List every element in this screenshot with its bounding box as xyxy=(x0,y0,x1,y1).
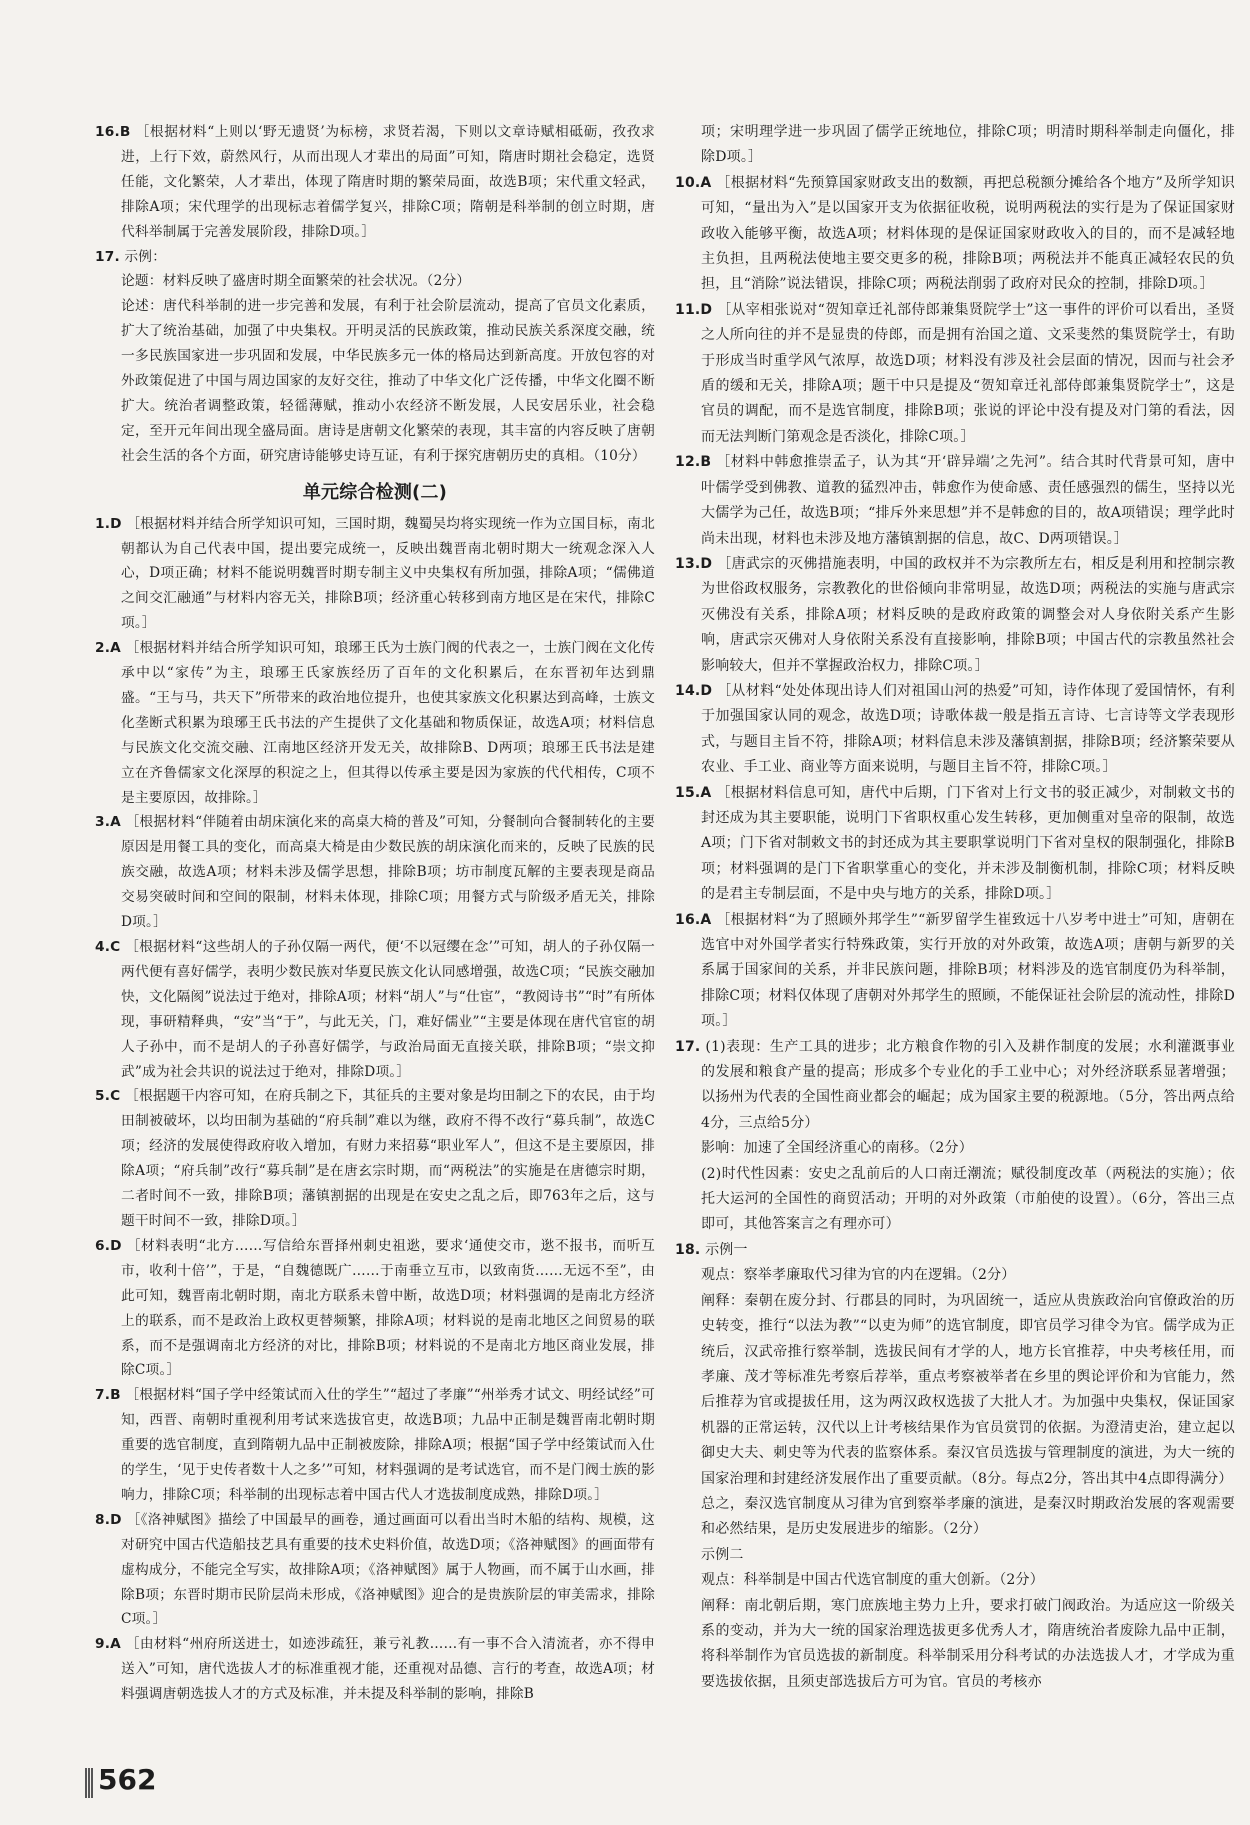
answer-number: 9.A xyxy=(95,1636,121,1653)
page-number: 562 xyxy=(98,1763,157,1796)
answer-text: ［从宰相张说对“贺知章迁礼部侍郎兼集贤院学士”这一事件的评价可以看出，圣贤之人所向往的并不是显贵的侍郎，而是拥有治国之道、文采斐然的集贤院学士，有助于形成当时重学风气浓厚，故选D项；材料没有涉及社会层面的情况，因而与社会矛盾的缓和无关，排除A项；题干中只是提及“贺知章迁礼部侍郎兼集贤院学士”，这是官员的调配，而不是选官制度，排除B项；张说的评论中没有提及对门第的看法，因而无法判断门第观念是否淡化，排除C项。］ xyxy=(701,301,1235,445)
answer-item xyxy=(95,1084,655,1233)
answer-item xyxy=(95,935,655,1084)
answer-text: 观点：科举制是中国古代选官制度的重大创新。（2分） xyxy=(701,1572,1044,1589)
answer-paragraph xyxy=(675,1543,1235,1568)
answer-number: 2.A xyxy=(95,640,121,657)
answer-paragraph xyxy=(675,1263,1235,1288)
answer-number: 1.D xyxy=(95,515,122,532)
answer-text: 观点：察举孝廉取代习律为官的内在逻辑。（2分） xyxy=(701,1267,1016,1284)
answer-number: 12.B xyxy=(675,454,712,471)
answer-paragraph xyxy=(675,1568,1235,1593)
answer-text: ［根据材料“先预算国家财政支出的数额，再把总税额分摊给各个地方”及所学知识可知，“量出为入”是以国家开支为依据征收税，说明两税法的实行是为了保证国家财政收入能够平衡，故选A项；材料体现的是保证国家财政收入的目的，而不是减轻地主负担，且两税法使地主要交更多的税，排除B项；两税法并不能真正减轻农民的负担，且“消除”说法错误，排除C项；两税法削弱了政府对民众的控制，排除D项。］ xyxy=(701,174,1236,293)
answer-item xyxy=(675,552,1235,679)
answer-item xyxy=(95,1383,655,1508)
right-column xyxy=(675,120,1235,1695)
page-number-decoration xyxy=(85,1768,93,1798)
answer-item xyxy=(675,298,1235,450)
answer-item xyxy=(95,810,655,935)
answer-number: 14.D xyxy=(675,682,713,699)
left-column xyxy=(95,120,655,1707)
answer-item xyxy=(95,1508,655,1633)
answer-item xyxy=(675,1238,1235,1263)
answer-number: 13.D xyxy=(675,555,713,572)
answer-text: (2)时代性因素：安史之乱前后的人口南迁潮流；赋役制度改革（两税法的实施）；依托大运河的全国性的商贸活动；开明的对外政策（市舶使的设置）。（6分，答出三点即可，其他答案言之有理亦可） xyxy=(701,1165,1235,1233)
answer-text: ［唐武宗的灭佛措施表明，中国的政权并不为宗教所左右，相反是利用和控制宗教为世俗政权服务，宗教教化的世俗倾向非常明显，故选D项；两税法的实施与唐武宗灭佛没有关系，排除A项；材料反映的是政府政策的调整会对人身依附关系产生影响，唐武宗灭佛对人身依附关系没有直接影响，排除B项；中国古代的宗教虽然社会影响较大，但并不掌握政治权力，排除C项。］ xyxy=(701,555,1235,674)
answer-number: 6.D xyxy=(95,1237,122,1254)
answer-number: 7.B xyxy=(95,1387,121,1404)
answer-item xyxy=(95,636,655,810)
answer-number: 18. xyxy=(675,1241,701,1258)
answer-item xyxy=(95,1632,655,1707)
answer-text: 示例一 xyxy=(705,1241,748,1258)
answer-text: 阐释：秦朝在废分封、行郡县的同时，为巩固统一，适应从贵族政治向官僚政治的历史转变，推行“以法为教”“以吏为师”的选官制度，即官员学习律令为官。儒学成为正统后，汉武帝推行察举制，选拔民间有才学的人，地方长官推荐，中央考核任用，而孝廉、茂才等标准先考察后荐举，重点考察被举者在乡里的舆论评价和为官能力，然后推荐为官或提拔任用，这为两汉政权选拔了大批人才。为加强中央集权，保证国家机器的正常运转，汉代以上计考核结果作为官员赏罚的依据。为澄清吏治，建立起以御史大夫、刺史等为代表的监察体系。秦汉官员选拔与管理制度的演进，为大一统的国家治理和封建经济发展作出了重要贡献。（8分。每点2分，答出其中4点即得满分） xyxy=(701,1292,1235,1487)
answer-text: 阐释：南北朝后期，寒门庶族地主势力上升，要求打破门阀政治。为适应这一阶级关系的变动，并为大一统的国家治理选拔更多优秀人才，隋唐统治者废除九品中正制，将科举制作为官员选拔的新制度。科举制采用分科考试的办法选拔人才，才学成为重要选拔依据，且须吏部选拔后方可为官。官员的考核亦 xyxy=(701,1597,1235,1690)
answer-text: ［根据材料“上则以‘野无遗贤’为标榜，求贤若渴，下则以文章诗赋相砥砺，孜孜求进，上行下效，蔚然风行，从而出现人才辈出的局面”可知，隋唐时期社会稳定，选贤任能，文化繁荣，人才辈出，体现了隋唐时期的繁荣局面，故选B项；宋代重文轻武，排除A项；宋代理学的出现标志着儒学复兴，排除C项；隋朝是科举制的创立时期，唐代科举制属于完善发展阶段，排除D项。］ xyxy=(121,124,655,240)
answer-item xyxy=(675,781,1235,908)
answer-text: 论述：唐代科举制的进一步完善和发展，有利于社会阶层流动，提高了官员文化素质，扩大了统治基础，加强了中央集权。开明灵活的民族政策，推动民族关系深度交融，统一多民族国家进一步巩固和发展，中华民族多元一体的格局达到新高度。开放包容的对外政策促进了中国与周边国家的友好交往，推动了中华文化广泛传播，中华文化圈不断扩大。统治者调整政策，轻徭薄赋，推动小农经济不断发展，人民安居乐业，社会稳定，至开元年间出现全盛局面。唐诗是唐朝文化繁荣的表现，其丰富的内容反映了唐朝社会生活的各个方面，研究唐诗能够史诗互证，有利于探究唐朝历史的真相。（10分） xyxy=(121,298,655,464)
answer-text: ［根据材料信息可知，唐代中后期，门下省对上行文书的驳正减少，对制敕文书的封还成为其主要职能，说明门下省职权重心发生转移，更加侧重对皇帝的限制，故选A项；门下省对制敕文书的封还成为其主要职掌说明门下省对皇权的限制强化，排除B项；材料强调的是门下省职掌重心的变化，并未涉及制衡机制，排除C项；材料反映的是君主专制层面，不是中央与地方的关系，排除D项。］ xyxy=(701,784,1235,903)
answer-text: ［根据题干内容可知，在府兵制之下，其征兵的主要对象是均田制之下的农民，由于均田制被破坏，以均田制为基础的“府兵制”难以为继，政府不得不改行“募兵制”，故选C项；经济的发展使得政府收入增加，有财力来招募“职业军人”，但这不是主要原因，排除A项；“府兵制”改行“募兵制”是在唐玄宗时期，而“两税法”的实施是在唐德宗时期，二者时间不一致，排除B项；藩镇割据的出现是在安史之乱之后，即763年之后，这与题干时间不一致，排除D项。］ xyxy=(121,1088,655,1229)
answer-number: 10.A xyxy=(675,174,712,191)
answer-text: ［由材料“州府所送进士，如迹涉疏狂，兼亏礼教……有一事不合入清流者，亦不得申送入”可知，唐代选拔人才的标准重视才能，还重视对品德、言行的考查，故选A项；材料强调唐朝选拔人才的方式及标准，并未提及科举制的影响，排除B xyxy=(121,1636,655,1703)
answer-paragraph xyxy=(95,294,655,468)
answer-text: ［《洛神赋图》描绘了中国最早的画卷，通过画面可以看出当时木船的结构、规模，这对研究中国古代造船技艺具有重要的技术史料价值，故选D项；《洛神赋图》的画面带有虚构成分，不能完全写实，故排除A项；《洛神赋图》属于人物画，而不属于山水画，排除B项；东晋时期市民阶层尚未形成，《洛神赋图》迎合的是贵族阶层的审美需求，排除C项。］ xyxy=(121,1511,655,1628)
answer-number: 16.B xyxy=(95,124,131,140)
answer-text: ［根据材料“这些胡人的子孙仅隔一两代，便‘不以冠缨在念’”可知，胡人的子孙仅隔一两代便有喜好儒学，表明少数民族对华夏民族文化认同感增强，故选C项；“民族交融加快，文化隔阂”说法过于绝对，排除A项；材料“胡人”与“仕宦”，“教阅诗书”“时”有所体现，事研精释典，“安”当“于”，与此无关，门，难好儒业”“主要是体现在唐代官宦的胡人子孙中，而不是胡人的子孙喜好儒学，与政治局面无直接关联，排除B项；“崇文抑武”成为社会共识的说法过于绝对，排除D项。］ xyxy=(121,939,655,1080)
answer-text: 示例二 xyxy=(701,1546,744,1563)
answer-paragraph xyxy=(675,120,1235,171)
answer-paragraph xyxy=(95,269,655,294)
answer-text: 项；宋明理学进一步巩固了儒学正统地位，排除C项；明清时期科举制走向僵化，排除D项。］ xyxy=(701,124,1235,166)
answer-paragraph xyxy=(675,1492,1235,1543)
answer-text: ［根据材料并结合所学知识可知，三国时期，魏蜀吴均将实现统一作为立国目标，南北朝都认为自己代表中国，提出要完成统一，反映出魏晋南北朝时期大一统观念深入人心，D项正确；材料不能说明魏晋时期专制主义中央集权有所加强，排除A项；“儒佛道之间交汇融通”与材料内容无关，排除B项；经济重心转移到南方地区是在宋代，排除C项。］ xyxy=(121,515,655,632)
answer-paragraph xyxy=(675,1136,1235,1161)
answer-number: 8.D xyxy=(95,1511,122,1528)
answer-number: 16.A xyxy=(675,911,712,928)
answer-text: 论题：材料反映了盛唐时期全面繁荣的社会状况。（2分） xyxy=(121,273,471,290)
answer-number: 5.C xyxy=(95,1088,121,1105)
answer-text: (1)表现：生产工具的进步；北方粮食作物的引入及耕作制度的发展；水利灌溉事业的发展和粮食产量的提高；形成多个专业化的手工业中心；对外经济联系显著增强；以扬州为代表的全国性商业都会的崛起；成为国家主要的税源地。（5分，答出两点给4分，三点给5分） xyxy=(701,1038,1235,1131)
answer-item xyxy=(675,450,1235,552)
answer-text: ［材料表明“北方……写信给东晋择州刺史祖逖，要求‘通使交市，逖不报书，而听互市，收利十倍’”，于是，“自魏德既广……于南垂立互市，以致南货……无远不至”，由此可知，魏晋南北朝时期，南北方联系未曾中断，故选D项；材料强调的是南北方经济上的联系，而不是政治上政权更替频繁，排除A项；材料说的是南北地区之间贸易的联系，而不是强调南北方经济的对比，排除B项；材料说的不是南北方地区商业发展，排除C项。］ xyxy=(121,1237,655,1379)
answer-item xyxy=(95,245,655,270)
answer-text: ［根据材料“国子学中经策试而入仕的学生”“超过了孝廉”“州举秀才试文、明经试经”可知，西晋、南朝时重视利用考试来选拔官吏，故选B项；九品中正制是魏晋南北朝时期重要的选官制度，直到隋朝九品中正制被废除，排除A项；根据“国子学中经策试而入仕的学生，‘见于史传者数十人之多’”可知，材料强调的是考试选官，而不是门阀士族的影响力，排除C项；科举制的出现标志着中国古代人才选拔制度成熟，排除D项。］ xyxy=(121,1387,655,1503)
answer-item xyxy=(675,679,1235,781)
answer-text: ［根据材料并结合所学知识可知，琅琊王氏为士族门阀的代表之一，士族门阀在文化传承中以“家传”为主，琅琊王氏家族经历了百年的文化积累后，在东晋初年达到鼎盛。“王与马，共天下”所带来的政治地位提升，也使其家族文化积累达到高峰，士族文化垄断式积累为琅琊王氏书法的产生提供了文化基础和物质保证，故选A项；材料信息与民族文化交流交融、江南地区经济开发无关，故排除B、D两项；琅琊王氏书法是建立在齐鲁儒家文化深厚的积淀之上，但其得以传承主要是因为家族的代代相传，C项不是主要原因，故排除。］ xyxy=(121,640,655,806)
answer-number: 17. xyxy=(95,248,120,265)
answer-number: 15.A xyxy=(675,784,712,801)
answer-item xyxy=(675,908,1235,1035)
answer-text: 影响：加速了全国经济重心的南移。（2分） xyxy=(701,1140,973,1157)
answer-number: 3.A xyxy=(95,814,121,831)
answer-text: 总之，秦汉选官制度从习律为官到察举孝廉的演进，是秦汉时期政治发展的客观需要和必然结果，是历史发展进步的缩影。（2分） xyxy=(701,1495,1235,1538)
answer-text: 示例： xyxy=(124,248,167,265)
answer-paragraph xyxy=(675,1594,1235,1696)
answer-number: 17. xyxy=(675,1038,701,1055)
answer-text: ［根据材料“为了照顾外邦学生”“新罗留学生崔致远十八岁考中进士”可知，唐朝在选官中对外国学者实行特殊政策，实行开放的对外政策，故选A项；唐朝与新罗的关系属于国家间的关系，并非民族问题，排除B项；材料涉及的选官制度仍为科举制，排除C项；材料仅体现了唐朝对外邦学生的照顾，不能保证社会阶层的流动性，排除D项。］ xyxy=(701,911,1235,1030)
answer-number: 4.C xyxy=(95,939,121,955)
answer-text: ［材料中韩愈推崇孟子，认为其“开‘辟异端’之先河”。结合其时代背景可知，唐中叶儒学受到佛教、道教的猛烈冲击，韩愈作为使命感、责任感强烈的儒生，坚持以光大儒学为己任，故选B项；“排斥外来思想”并不是韩愈的目的，故A项错误；理学此时尚未出现，材料也未涉及地方藩镇割据的信息，故C、D两项错误。］ xyxy=(701,454,1235,547)
answer-number: 11.D xyxy=(675,301,713,318)
answer-paragraph xyxy=(675,1289,1235,1492)
section-title: 单元综合检测(二) xyxy=(302,481,448,503)
answer-text: ［根据材料“伴随着由胡床演化来的高桌大椅的普及”可知，分餐制向合餐制转化的主要原因是用餐工具的变化，而高桌大椅是由少数民族的胡床演化而来的，反映了民族的民族交融，故选A项；材料未涉及儒学思想，排除B项；坊市制度瓦解的主要表现是商品交易突破时间和空间的限制，材料未体现，排除C项；用餐方式与阶级矛盾无关，排除D项。］ xyxy=(121,814,655,931)
answer-item xyxy=(675,1035,1235,1137)
answer-item xyxy=(95,512,655,637)
answer-text: ［从材料“处处体现出诗人们对祖国山河的热爱”可知，诗作体现了爱国情怀，有利于加强国家认同的观念，故选D项；诗歌体裁一般是指五言诗、七言诗等文学表现形式，与题目主旨不符，排除A项；材料信息未涉及藩镇割据，排除B项；经济繁荣要从农业、手工业、商业等方面来说明，与题目主旨不符，排除C项。］ xyxy=(701,682,1235,776)
answer-item xyxy=(95,1234,655,1383)
answer-item xyxy=(675,171,1235,298)
answer-paragraph xyxy=(675,1162,1235,1238)
answer-item xyxy=(95,120,655,245)
